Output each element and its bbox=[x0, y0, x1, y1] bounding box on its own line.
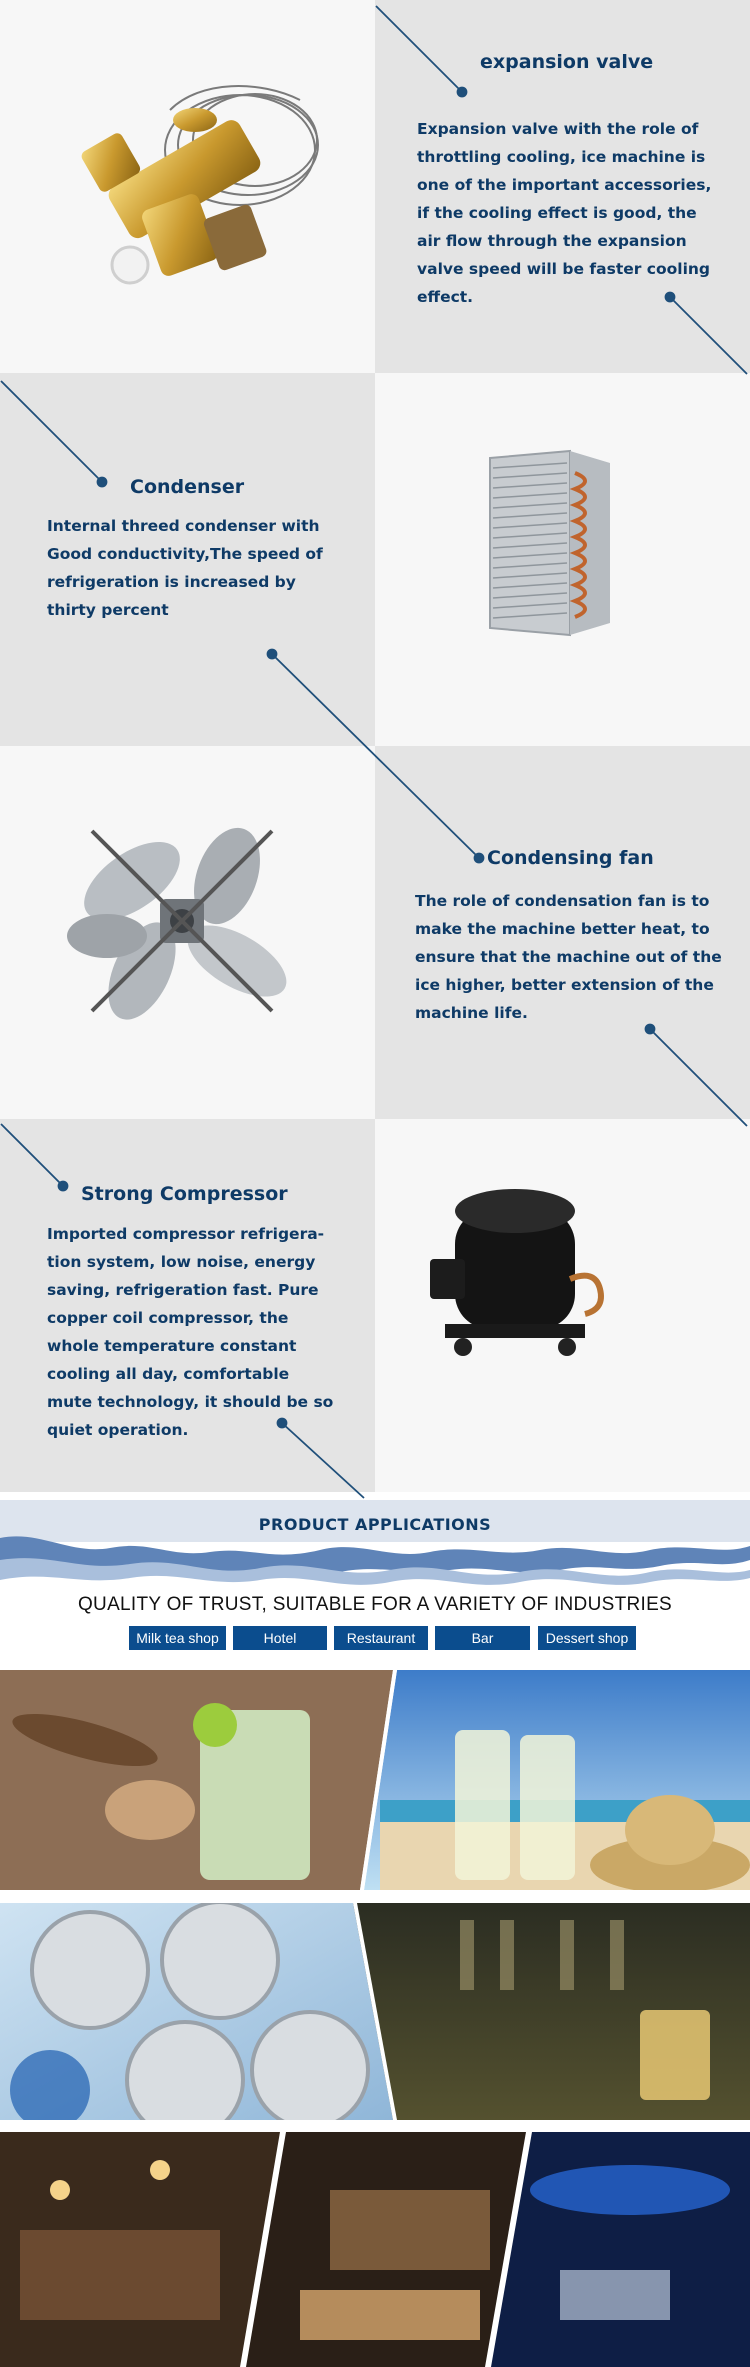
feature-title: Strong Compressor bbox=[81, 1183, 288, 1205]
applications-subtitle: QUALITY OF TRUST, SUITABLE FOR A VARIETY OF INDUSTRIES bbox=[77, 1594, 673, 1615]
tag-hotel[interactable]: Hotel bbox=[233, 1626, 327, 1650]
condenser-text-panel bbox=[0, 373, 375, 746]
expansion-valve-photo bbox=[0, 0, 375, 373]
compressor-image-panel bbox=[375, 1119, 750, 1492]
feature-title: expansion valve bbox=[480, 51, 654, 73]
feature-description: Expansion valve with the role of throttling cooling, ice machine is one of the important accessories, if the cooling effect is good, the air flow through the expansion valve speed will be faster cooling effect. bbox=[417, 120, 712, 306]
applications-banner bbox=[0, 1500, 750, 1670]
mojito-drink-photo bbox=[0, 1670, 393, 1890]
condenser-photo bbox=[375, 373, 750, 746]
compressor-photo bbox=[375, 1119, 750, 1492]
tag-milk-tea-shop[interactable]: Milk tea shop bbox=[129, 1626, 226, 1650]
bar-whiskey-photo bbox=[353, 1903, 750, 2120]
application-photos bbox=[0, 1670, 750, 2367]
nightclub-interior-photo bbox=[487, 2132, 750, 2367]
applications-title: PRODUCT APPLICATIONS bbox=[258, 1515, 492, 1534]
beach-cocktail-photo bbox=[364, 1670, 750, 1893]
compressor-text-panel bbox=[0, 1119, 375, 1492]
tag-bar[interactable]: Bar bbox=[435, 1626, 530, 1650]
wave-decoration bbox=[0, 1500, 750, 1590]
condenser-image-panel bbox=[375, 373, 750, 746]
condensing-fan-photo bbox=[0, 746, 375, 1119]
feature-description: Imported compressor refrigera- tion system, low noise, energy saving, refrigeration fast. Pure copper coil compressor, the whole temperature constant cooling all day, comfortable mute technology, it should be so quiet operation. bbox=[47, 1225, 334, 1439]
feature-description: The role of condensation fan is to make the machine better heat, to ensure that the machine out of the ice higher, better extension of the machine life. bbox=[415, 892, 722, 1022]
condensing-fan-image-panel bbox=[0, 746, 375, 1119]
expansion-valve-image-panel bbox=[0, 0, 375, 373]
lounge-interior-photo bbox=[242, 2132, 528, 2367]
condensing-fan-text-panel bbox=[375, 746, 750, 1119]
tag-restaurant[interactable]: Restaurant bbox=[334, 1626, 428, 1650]
restaurant-interior-photo bbox=[0, 2132, 282, 2367]
feature-title: Condenser bbox=[130, 476, 245, 498]
expansion-valve-text-panel bbox=[375, 0, 750, 373]
feature-description: Internal threed condenser with Good conductivity,The speed of refrigeration is increased by thirty percent bbox=[47, 517, 323, 619]
feature-title: Condensing fan bbox=[487, 847, 654, 869]
tag-dessert-shop[interactable]: Dessert shop bbox=[538, 1626, 636, 1650]
cans-on-ice-photo bbox=[0, 1902, 395, 2138]
